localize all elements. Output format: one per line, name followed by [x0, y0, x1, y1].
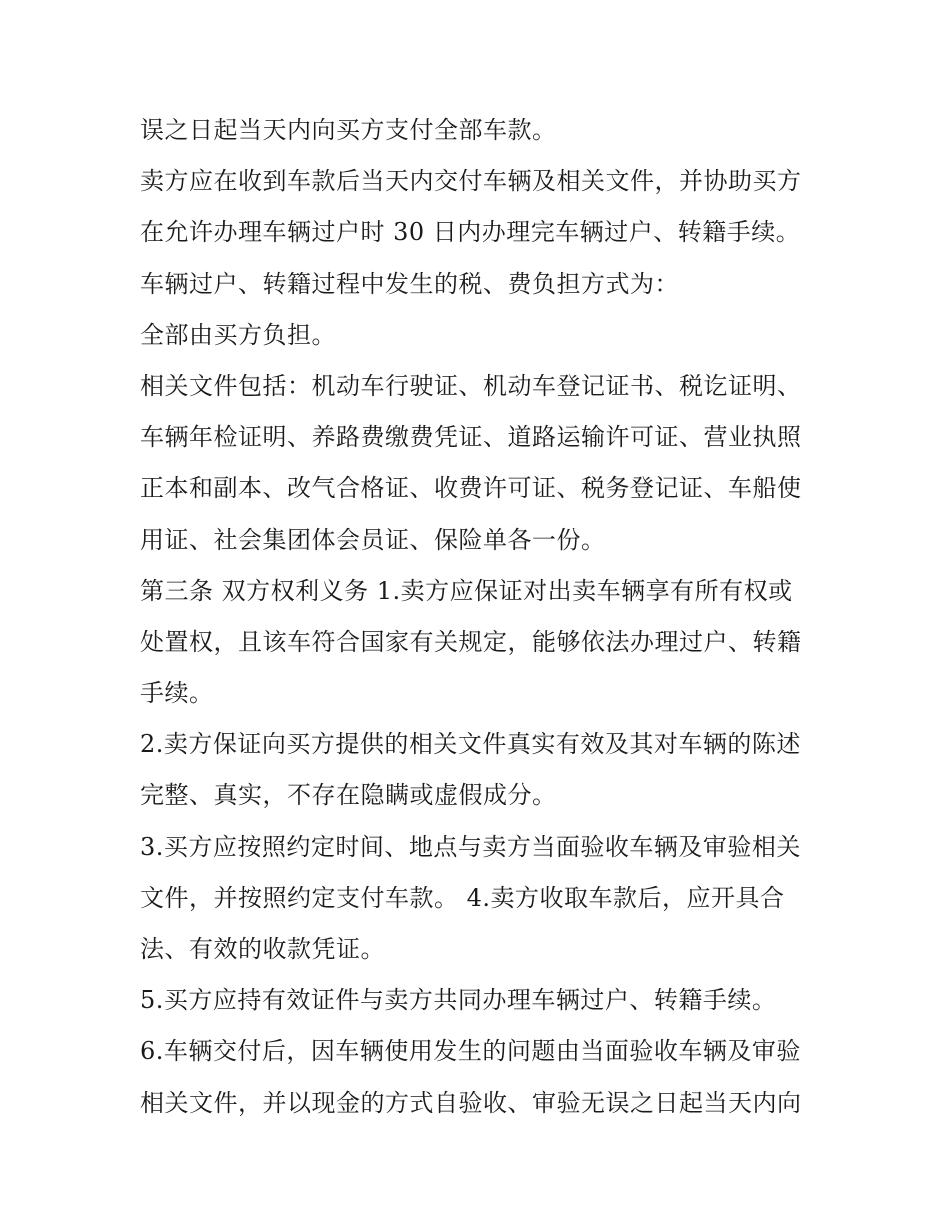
text-line: 处置权，且该车符合国家有关规定，能够依法办理过户、转籍	[140, 627, 802, 656]
text-line: 3.买方应按照约定时间、地点与卖方当面验收车辆及审验相关	[140, 832, 801, 861]
text-line: 车辆过户、转籍过程中发生的税、费负担方式为：	[140, 269, 679, 298]
text-line: 第三条 双方权利义务 1.卖方应保证对出卖车辆享有所有权或	[140, 576, 793, 605]
text-line: 全部由买方负担。	[140, 320, 336, 349]
text-line: 正本和副本、改气合格证、收费许可证、税务登记证、车船使	[140, 474, 802, 503]
text-line: 手续。	[140, 679, 214, 708]
text-line: 在允许办理车辆过户时 30 日内办理完车辆过户、转籍手续。	[140, 218, 801, 247]
text-line: 法、有效的收款凭证。	[140, 935, 385, 963]
text-line: 误之日起当天内向买方支付全部车款。	[140, 116, 557, 144]
text-line: 完整、真实，不存在隐瞒或虚假成分。	[140, 781, 557, 810]
text-line: 5.买方应持有效证件与卖方共同办理车辆过户、转籍手续。	[140, 986, 777, 1015]
text-line: 6.车辆交付后，因车辆使用发生的问题由当面验收车辆及审验	[140, 1037, 801, 1066]
text-line: 卖方应在收到车款后当天内交付车辆及相关文件，并协助买方	[140, 167, 802, 196]
text-line: 车辆年检证明、养路费缴费凭证、道路运输许可证、营业执照	[140, 423, 802, 452]
text-line: 用证、社会集团体会员证、保险单各一份。	[140, 525, 606, 554]
text-line: 2.卖方保证向买方提供的相关文件真实有效及其对车辆的陈述	[140, 730, 801, 759]
text-line: 相关文件包括：机动车行驶证、机动车登记证书、税讫证明、	[140, 371, 802, 400]
text-line: 文件，并按照约定支付车款。 4.卖方收取车款后，应开具合	[140, 883, 785, 912]
contract-body-text	[140, 105, 820, 1129]
text-line: 相关文件，并以现金的方式自验收、审验无误之日起当天内向	[140, 1088, 802, 1117]
